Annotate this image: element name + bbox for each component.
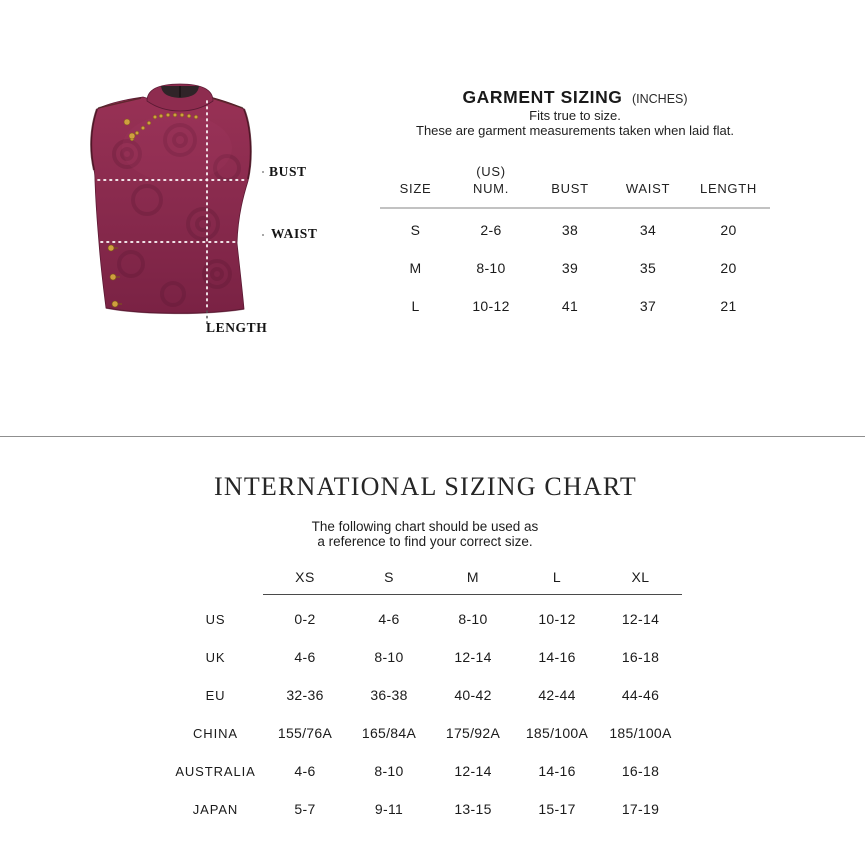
garment-image	[85, 82, 265, 327]
garment-sizing-unit-note: (INCHES)	[631, 92, 688, 106]
table-cell: 16-18	[621, 763, 660, 779]
table-cell: 13-15	[454, 801, 492, 817]
waist-label: WAIST	[271, 226, 318, 241]
table-cell: 17-19	[621, 801, 660, 817]
fit-note: Fits true to size.	[529, 108, 621, 123]
table-cell: 34	[639, 222, 657, 238]
corner-cell	[168, 569, 263, 595]
column-header-l: L	[515, 569, 599, 595]
row-header: UK	[205, 649, 226, 665]
table-cell: 10-12	[538, 611, 576, 627]
table-cell: 12-14	[454, 763, 492, 779]
fabric-highlight	[122, 114, 232, 182]
table-cell: M	[409, 260, 422, 276]
column-header-length: LENGTH	[700, 181, 757, 197]
table-row	[380, 249, 770, 287]
column-header-us-num	[451, 164, 531, 198]
table-cell: 2-6	[480, 222, 502, 238]
row-header: CHINA	[193, 725, 238, 741]
table-cell: 15-17	[538, 801, 576, 817]
waist-leader-dot	[262, 234, 264, 236]
table-row	[380, 211, 770, 249]
row-header: EU	[205, 687, 226, 703]
table-cell: 9-11	[374, 801, 404, 817]
garment-table-body	[380, 209, 770, 325]
column-header-s: S	[347, 569, 431, 595]
table-cell: 20	[720, 260, 737, 276]
table-cell: 38	[561, 222, 579, 238]
table-row-australia	[168, 752, 682, 790]
table-cell: 10-12	[472, 298, 510, 314]
table-cell: 16-18	[621, 649, 660, 665]
column-header-xs: XS	[263, 569, 347, 595]
table-cell: 14-16	[538, 649, 576, 665]
table-cell: 4-6	[294, 649, 316, 665]
table-cell: 8-10	[458, 611, 488, 627]
international-sizing-table	[168, 569, 682, 828]
row-header: AUSTRALIA	[175, 763, 256, 779]
table-cell: 32-36	[286, 687, 324, 703]
column-header-m: M	[431, 569, 515, 595]
table-cell: 42-44	[538, 687, 576, 703]
table-cell: 37	[639, 298, 657, 314]
table-cell: 41	[561, 298, 579, 314]
table-cell: 39	[561, 260, 579, 276]
table-cell: 40-42	[454, 687, 492, 703]
table-row-us	[168, 600, 682, 638]
table-cell: 36-38	[370, 687, 408, 703]
table-cell: 44-46	[621, 687, 660, 703]
table-cell: S	[410, 222, 421, 238]
column-header-bust: BUST	[551, 181, 589, 197]
table-row	[380, 287, 770, 325]
garment-sizing-title: GARMENT SIZING	[462, 87, 623, 107]
table-row-uk	[168, 638, 682, 676]
international-chart-title: INTERNATIONAL SIZING CHART	[214, 472, 637, 501]
table-cell: 14-16	[538, 763, 576, 779]
table-cell: 5-7	[294, 801, 316, 817]
table-cell: 0-2	[294, 611, 316, 627]
row-header: US	[205, 611, 226, 627]
garment-sizing-table	[380, 158, 770, 325]
table-cell: 185/100A	[525, 725, 589, 741]
table-cell: 175/92A	[445, 725, 501, 741]
garment-sizing-heading	[375, 87, 775, 108]
chart-note-line2: a reference to find your correct size.	[317, 534, 533, 549]
table-cell: 8-10	[476, 260, 506, 276]
table-cell: 8-10	[374, 649, 404, 665]
column-header-waist: WAIST	[625, 181, 671, 197]
table-cell: 12-14	[621, 611, 660, 627]
table-cell: 155/76A	[277, 725, 333, 741]
table-cell: 8-10	[374, 763, 404, 779]
table-cell: 4-6	[294, 763, 316, 779]
chart-note-line1: The following chart should be used as	[311, 519, 539, 534]
bust-leader-dot	[262, 171, 264, 173]
us-header-line2: NUM.	[472, 181, 510, 197]
table-cell: 185/100A	[609, 725, 672, 741]
table-cell: 12-14	[454, 649, 492, 665]
table-cell: 20	[720, 222, 737, 238]
us-header-line1: (US)	[476, 164, 506, 180]
section-divider	[0, 436, 865, 437]
length-label: LENGTH	[206, 320, 268, 335]
table-cell: L	[411, 298, 420, 314]
column-header-xl: XL	[599, 569, 682, 595]
column-header-size: SIZE	[399, 181, 432, 197]
international-table-header-row	[168, 569, 682, 595]
international-table-body	[168, 595, 682, 828]
table-cell: 165/84A	[361, 725, 417, 741]
table-row-japan	[168, 790, 682, 828]
measurement-note: These are garment measurements taken when laid flat.	[416, 123, 734, 138]
row-header: JAPAN	[192, 801, 239, 817]
garment-illustration-svg	[85, 82, 265, 327]
bust-label: BUST	[269, 164, 307, 179]
table-cell: 4-6	[378, 611, 400, 627]
table-cell: 21	[720, 298, 737, 314]
garment-table-header-row	[380, 158, 770, 209]
table-row-eu	[168, 676, 682, 714]
table-row-china	[168, 714, 682, 752]
table-cell: 35	[639, 260, 657, 276]
